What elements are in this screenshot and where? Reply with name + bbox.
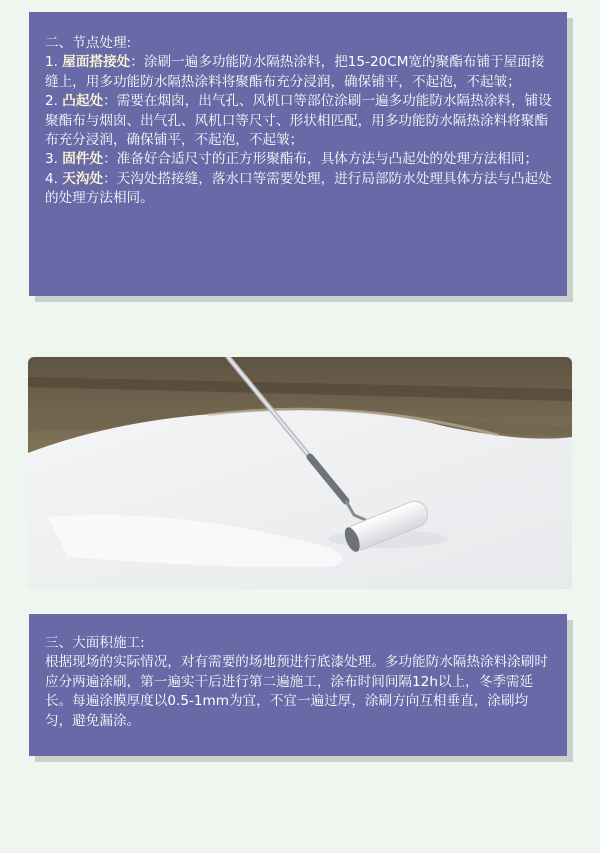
node-treatment-card [29, 12, 567, 296]
section-body: 根据现场的实际情况，对有需要的场地预进行底漆处理。多功能防水隔热涂料涂刷时应分两遍涂刷，第一遍实干后进行第二遍施工，涂布时间间隔12h以上，冬季需延长。每遍涂膜厚度以0.5-1mm为宜，不宜一遍过厚，涂刷方向互相垂直，涂刷均匀，避免漏涂。 [45, 654, 548, 729]
item-title: 凸起处 [62, 93, 104, 110]
item-number: 4. [45, 170, 63, 187]
item-text: ：准备好合适尺寸的正方形聚酯布，具体方法与凸起处的处理方法相同； [103, 151, 539, 168]
item-title: 屋面搭接处 [62, 54, 131, 71]
list-item [45, 150, 553, 169]
large-area-construction-card [29, 614, 567, 756]
item-text: ：天沟处搭接缝，落水口等需要处理，进行局部防水处理具体方法与凸起处的处理方法相同。 [45, 170, 552, 207]
item-number: 1. [45, 54, 63, 71]
section-heading: 三、大面积施工: [45, 635, 145, 651]
item-number: 3. [45, 151, 63, 168]
item-text: ：需要在烟囱，出气孔、风机口等部位涂刷一遍多功能防水隔热涂料，铺设聚酯布与烟囱、出气孔、风机口等尺寸、形状相匹配，用多功能防水隔热涂料将聚酯布充分浸润，确保铺平，不起泡，不起皱； [45, 93, 552, 149]
item-text: ：涂刷一遍多功能防水隔热涂料，把15-20CM宽的聚酯布铺于屋面接缝上，用多功能防水隔热涂料将聚酯布充分浸润，确保铺平，不起泡，不起皱； [45, 54, 545, 90]
item-title: 固件处 [62, 151, 104, 168]
roof-coating-photo [28, 357, 572, 589]
list-item [45, 92, 553, 150]
item-number: 2. [45, 93, 63, 110]
section-heading: 二、节点处理: [45, 35, 132, 51]
list-item [45, 53, 553, 92]
item-title: 天沟处 [62, 170, 104, 187]
list-item [45, 170, 553, 209]
